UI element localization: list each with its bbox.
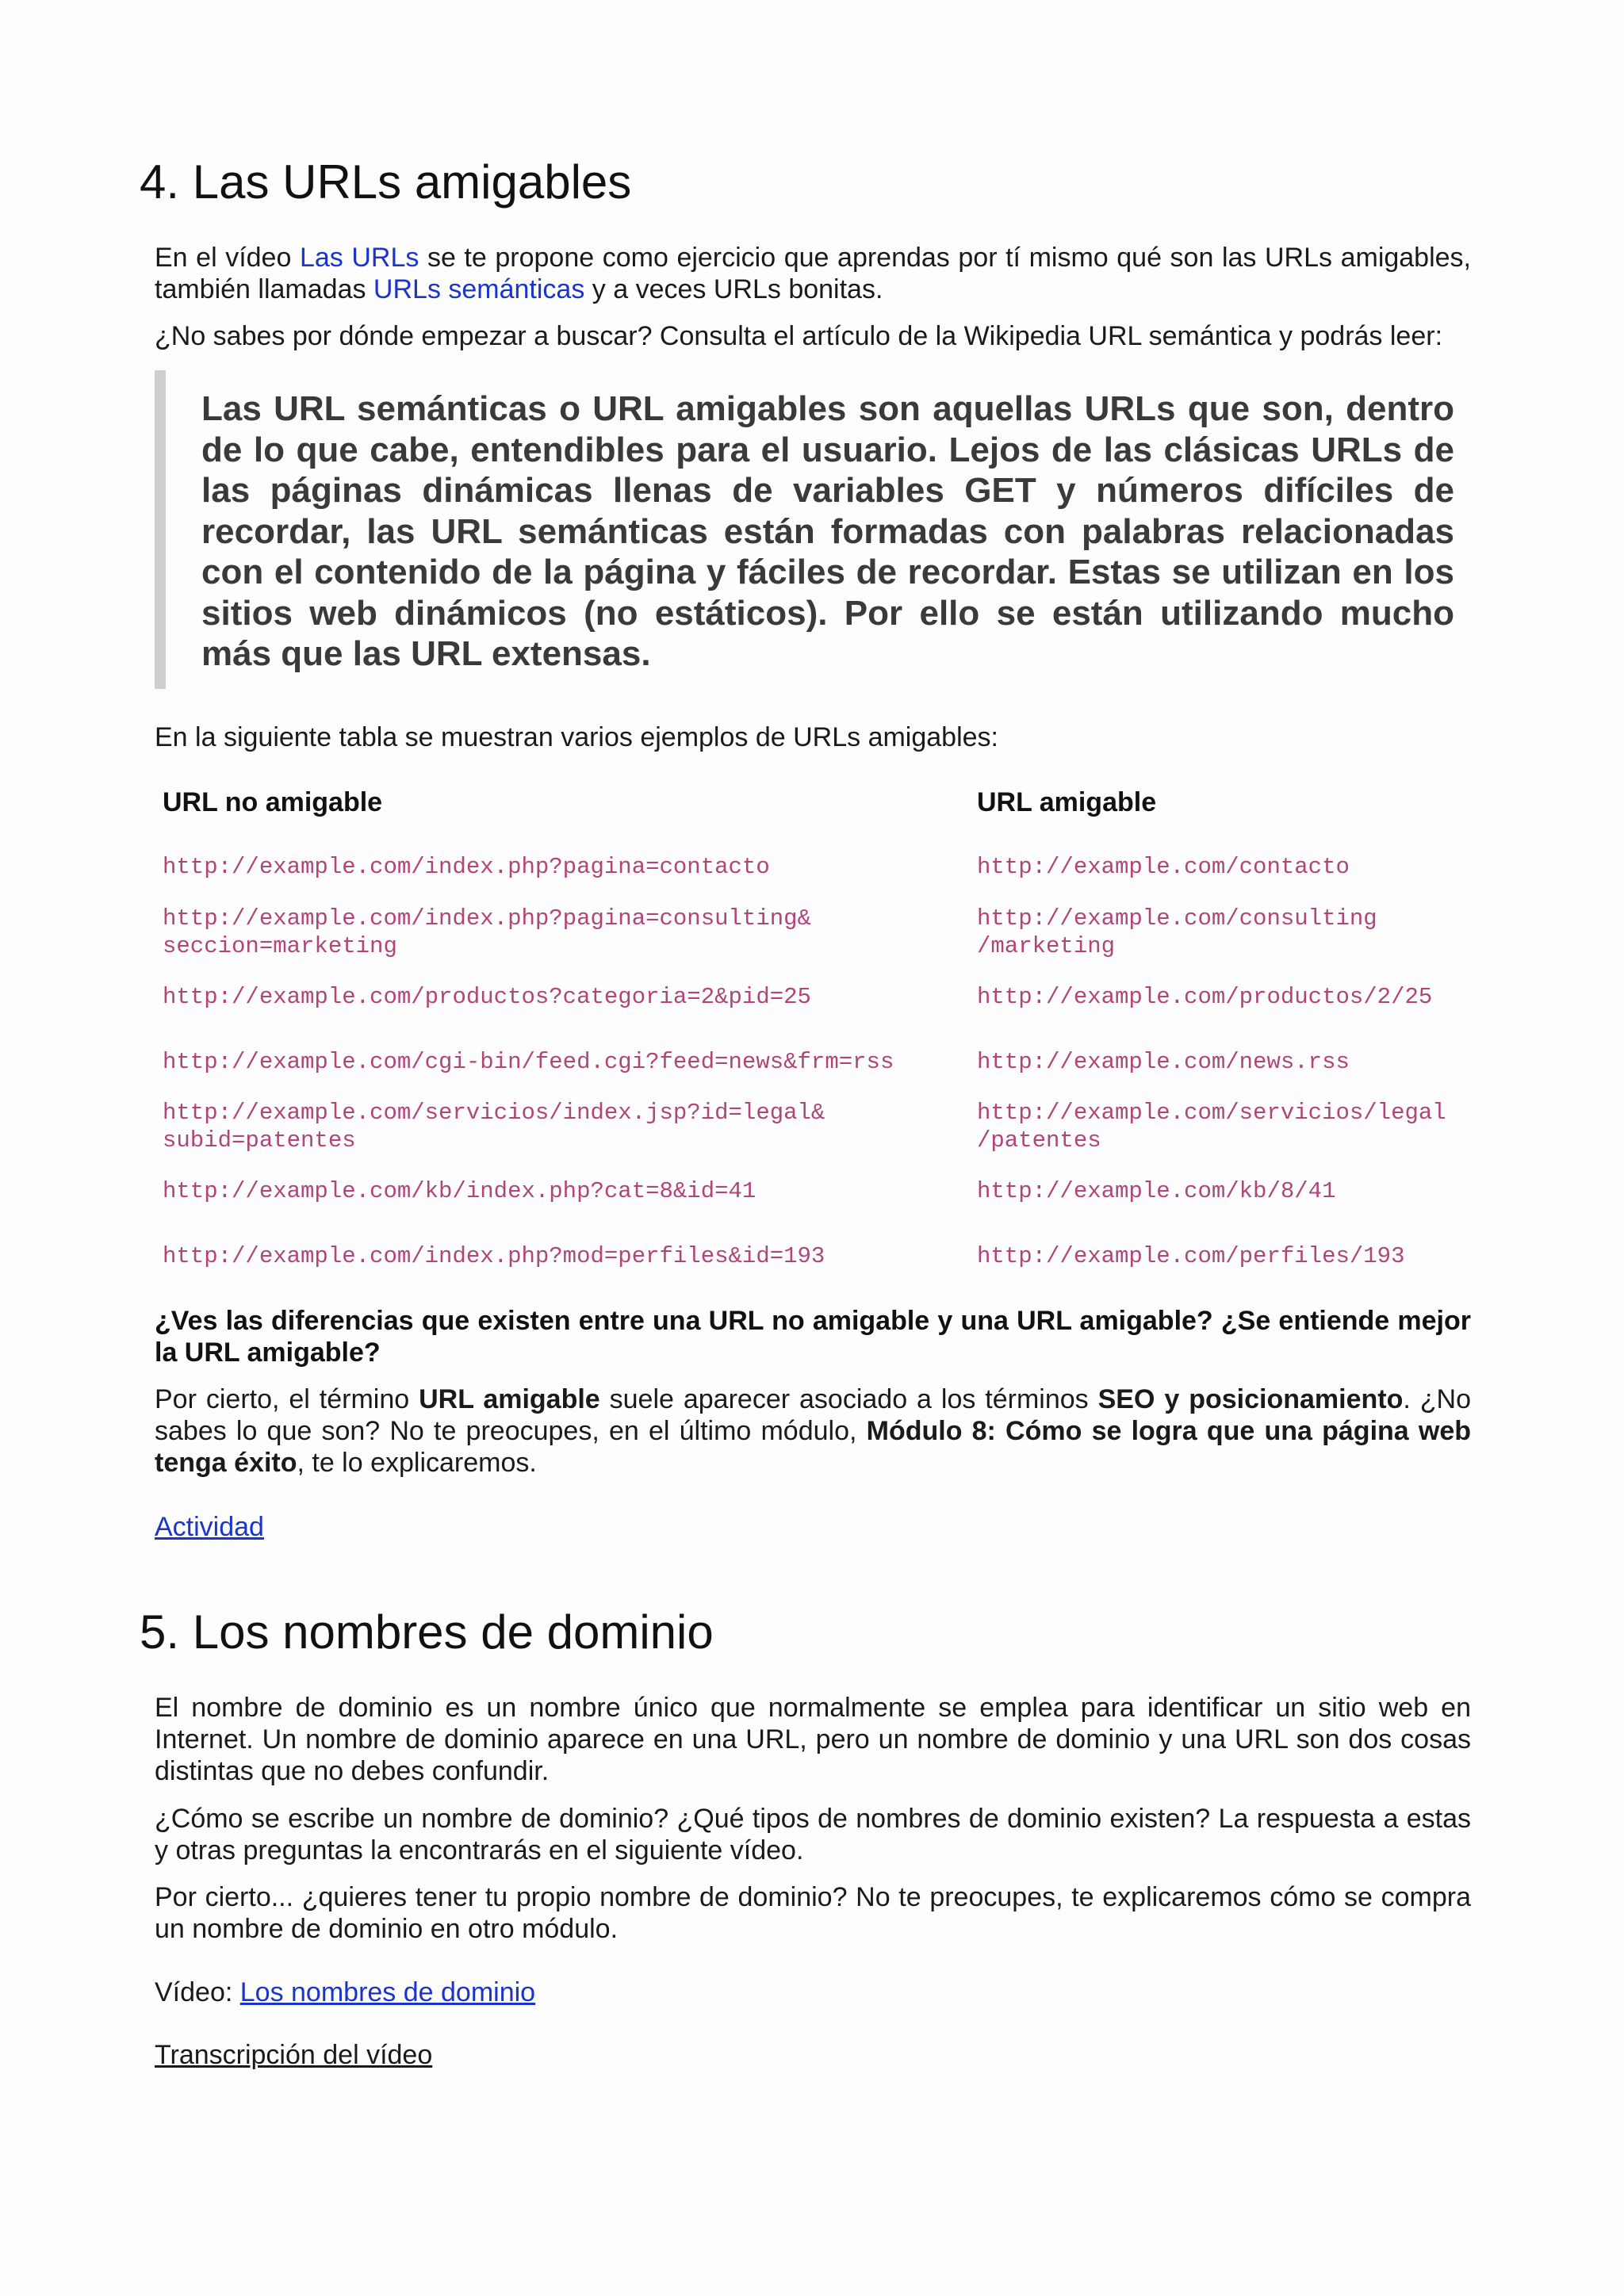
bold-term-module-8: Módulo 8: Cómo se logra que una página web tenga éxito: [155, 1416, 1472, 1478]
table-row-7-bad-url: http://example.com/index.php?mod=perfiles&id=193: [163, 1243, 825, 1269]
table-row-2-good-url: http://example.com/consulting /marketing: [977, 905, 1377, 959]
differences-question: ¿Ves las diferencias que existen entre una URL no amigable y una URL amigable? ¿Se entiende mejor la URL amigable?: [155, 1306, 1471, 1368]
blockquote-bar: [155, 370, 166, 689]
table-row-5-good-url: http://example.com/servicios/legal /patentes: [977, 1100, 1446, 1154]
activity-link[interactable]: Actividad: [155, 1512, 264, 1542]
text: suele aparecer asociado a los términos: [599, 1384, 1098, 1414]
domain-intro-paragraph: El nombre de dominio es un nombre único que normalmente se emplea para identificar un sitio web en Internet. Un nombre de dominio aparece en una URL, pero un nombre de dominio y una URL son dos cosas distintas que no debes confundir.: [155, 1693, 1471, 1786]
activity-link-wrap: [155, 1511, 264, 1543]
video-line: [155, 1976, 535, 2008]
transcript-link[interactable]: Transcripción del vídeo: [155, 2040, 433, 2070]
table-row-3-bad-url: http://example.com/productos?categoria=2&pid=25: [163, 984, 811, 1010]
table-row-4-bad-url: http://example.com/cgi-bin/feed.cgi?feed=news&frm=rss: [163, 1049, 894, 1075]
table-row-4-good-url: http://example.com/news.rss: [977, 1049, 1350, 1075]
seo-paragraph: [155, 1383, 1471, 1479]
text: Por cierto, el término: [155, 1384, 419, 1414]
table-row-2-bad-url: http://example.com/index.php?pagina=consulting& seccion=marketing: [163, 905, 811, 959]
video-link[interactable]: Los nombres de dominio: [239, 1977, 536, 2007]
wikipedia-paragraph: ¿No sabes por dónde empezar a buscar? Consulta el artículo de la Wikipedia URL semántica y podrás leer:: [155, 321, 1443, 351]
urls-semanticas-link[interactable]: URLs semánticas: [373, 274, 585, 304]
table-row-6-bad-url: http://example.com/kb/index.php?cat=8&id=41: [163, 1178, 756, 1204]
bold-term-seo: SEO y posicionamiento: [1097, 1384, 1404, 1414]
video-label: Vídeo:: [155, 1977, 240, 2007]
table-row-6-good-url: http://example.com/kb/8/41: [977, 1178, 1336, 1204]
transcript-line: [155, 2039, 432, 2071]
table-row-5-bad-url: http://example.com/servicios/index.jsp?id=legal& subid=patentes: [163, 1100, 825, 1154]
table-row-1-bad-url: http://example.com/index.php?pagina=contacto: [163, 854, 770, 880]
table-intro: En la siguiente tabla se muestran varios ejemplos de URLs amigables:: [155, 722, 998, 752]
text: . ¿No sabes lo que son? No te preocupes, en el último módulo,: [155, 1384, 1471, 1446]
table-header-not-friendly: URL no amigable: [163, 787, 383, 817]
table-header-friendly: URL amigable: [977, 787, 1157, 817]
section-4-intro-paragraph: [155, 242, 1471, 305]
table-row-7-good-url: http://example.com/perfiles/193: [977, 1243, 1405, 1269]
table-row-3-good-url: http://example.com/productos/2/25: [977, 984, 1433, 1010]
section-5-title: 5. Los nombres de dominio: [140, 1605, 714, 1659]
wikipedia-blockquote: Las URL semánticas o URL amigables son aquellas URLs que son, dentro de lo que cabe, entendibles para el usuario. Lejos de las clásicas URLs de las páginas dinámicas llenas de variables GET y números difíciles de recordar, las URL semánticas están formadas con palabras relacionadas con el contenido de la página y fáciles de recordar. Estas se utilizan en los sitios web dinámicos (no estáticos). Por ello se están utilizando mucho más que las URL extensas.: [201, 389, 1454, 673]
text: y a veces URLs bonitas.: [584, 274, 883, 304]
las-urls-link[interactable]: Las URLs: [299, 243, 419, 273]
text: se te propone como ejercicio que aprendas por tí mismo qué son las URLs amigables, también llamadas: [155, 243, 1472, 304]
bold-term-url-amigable: URL amigable: [419, 1384, 600, 1414]
table-row-1-good-url: http://example.com/contacto: [977, 854, 1350, 880]
domain-purchase-paragraph: Por cierto... ¿quieres tener tu propio nombre de dominio? No te preocupes, te explicaremos cómo se compra un nombre de dominio en otro módulo.: [155, 1882, 1471, 1944]
text: En el vídeo: [155, 243, 300, 273]
text: , te lo explicaremos.: [297, 1448, 537, 1478]
section-4-title: 4. Las URLs amigables: [140, 155, 632, 209]
domain-question-paragraph: ¿Cómo se escribe un nombre de dominio? ¿Qué tipos de nombres de dominio existen? La respuesta a estas y otras preguntas la encontrarás en el siguiente vídeo.: [155, 1804, 1471, 1866]
